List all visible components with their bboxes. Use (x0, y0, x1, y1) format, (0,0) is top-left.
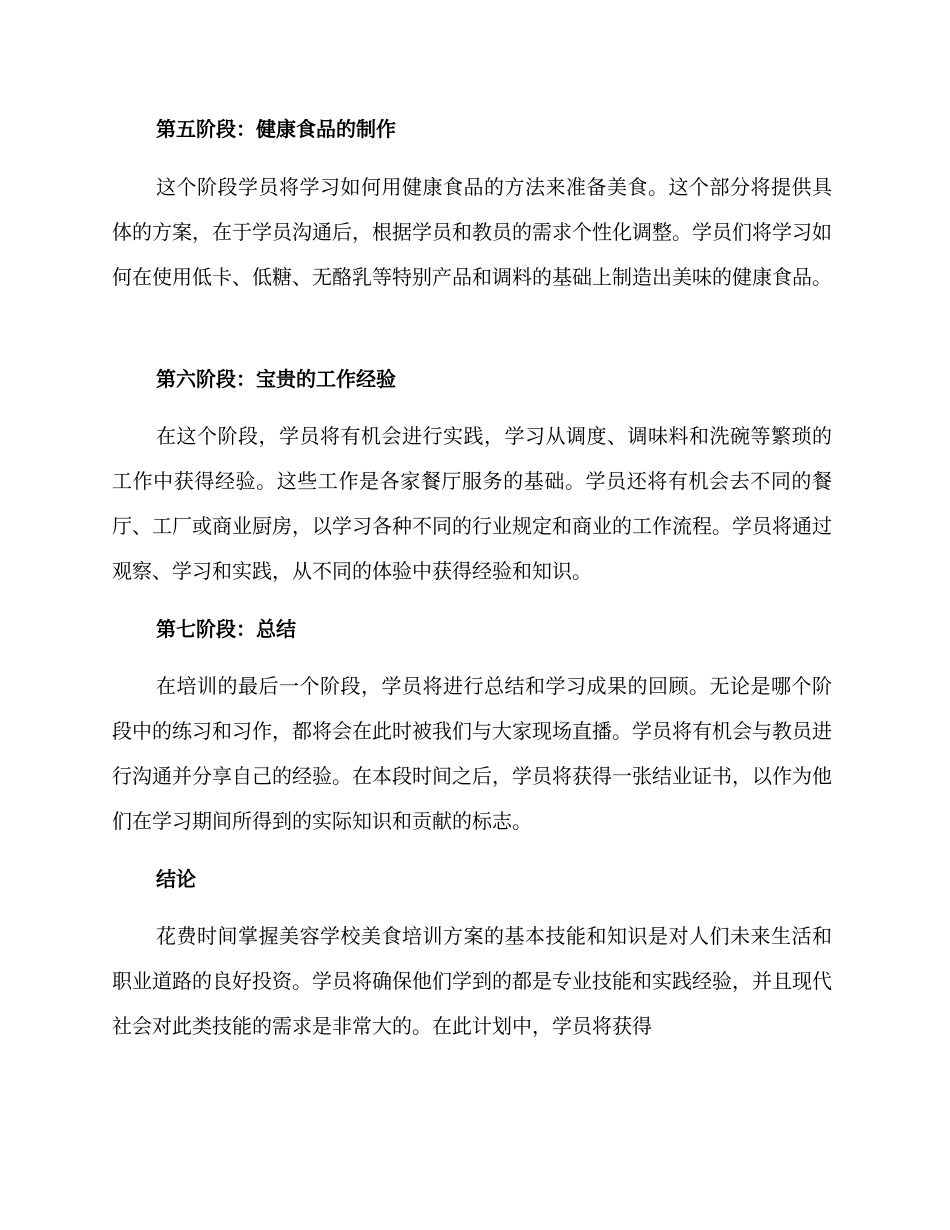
section-heading-stage-7: 第七阶段：总结 (156, 617, 296, 641)
section-paragraph-conclusion: 花费时间掌握美容学校美食培训方案的基本技能和知识是对人们未来生活和职业道路的良好投资。学员将确保他们学到的都是专业技能和实践经验，并且现代社会对此类技能的需求是非常大的。在此计划中，学员将获得 (112, 924, 832, 1038)
section-heading-conclusion: 结论 (156, 867, 196, 891)
section-paragraph-stage-6: 在这个阶段，学员将有机会进行实践，学习从调度、调味料和洗碗等繁琐的工作中获得经验。这些工作是各家餐厅服务的基础。学员还将有机会去不同的餐厅、工厂或商业厨房，以学习各种不同的行业规定和商业的工作流程。学员将通过观察、学习和实践，从不同的体验中获得经验和知识。 (112, 424, 832, 583)
section-paragraph-stage-5: 这个阶段学员将学习如何用健康食品的方法来准备美食。这个部分将提供具体的方案，在于学员沟通后，根据学员和教员的需求个性化调整。学员们将学习如何在使用低卡、低糖、无酪乳等特别产品和调料的基础上制造出美味的健康食品。 (112, 175, 832, 289)
section-heading-stage-6: 第六阶段：宝贵的工作经验 (156, 367, 396, 391)
section-heading-stage-5: 第五阶段：健康食品的制作 (156, 117, 396, 141)
section-paragraph-stage-7: 在培训的最后一个阶段，学员将进行总结和学习成果的回顾。无论是哪个阶段中的练习和习作，都将会在此时被我们与大家现场直播。学员将有机会与教员进行沟通并分享自己的经验。在本段时间之后，学员将获得一张结业证书，以作为他们在学习期间所得到的实际知识和贡献的标志。 (112, 674, 832, 833)
